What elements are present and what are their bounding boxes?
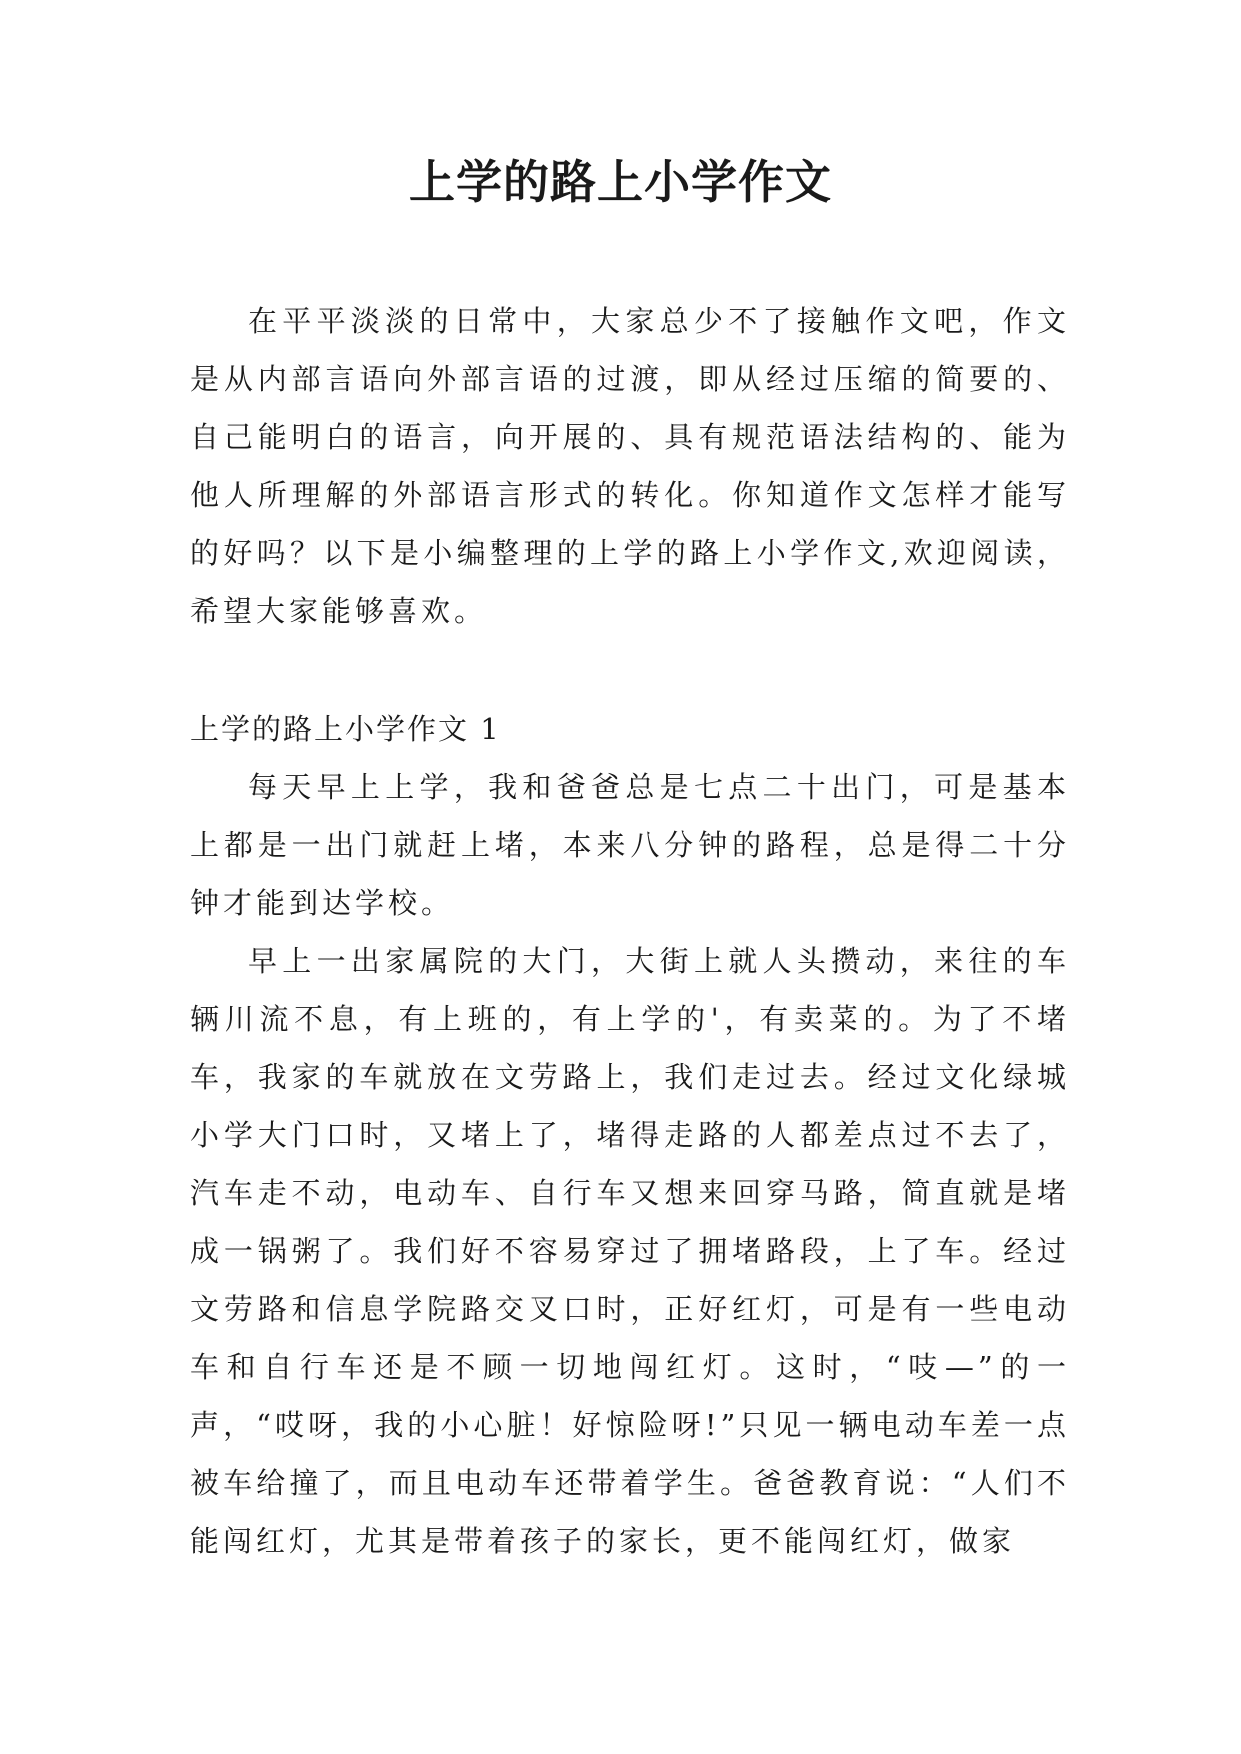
intro-paragraph: 在平平淡淡的日常中，大家总少不了接触作文吧，作文是从内部言语向外部言语的过渡，即从经过压缩的简要的、自己能明白的语言，向开展的、具有规范语法结构的、能为他人所理解的外部语言形式的转化。你知道作文怎样才能写的好吗？以下是小编整理的上学的路上小学作文,欢迎阅读，希望大家能够喜欢。: [190, 304, 1070, 628]
body-paragraph-1: 每天早上上学，我和爸爸总是七点二十出门，可是基本上都是一出门就赶上堵，本来八分钟的路程，总是得二十分钟才能到达学校。: [190, 770, 1070, 920]
section-heading: 上学的路上小学作文 1: [190, 712, 501, 746]
body-paragraph-2: 早上一出家属院的大门，大街上就人头攒动，来往的车辆川流不息，有上班的，有上学的'，有卖菜的。为了不堵车，我家的车就放在文劳路上，我们走过去。经过文化绿城小学大门口时，又堵上了，堵得走路的人都差点过不去了，汽车走不动，电动车、自行车又想来回穿马路，简直就是堵成一锅粥了。我们好不容易穿过了拥堵路段，上了车。经过文劳路和信息学院路交叉口时，正好红灯，可是有一些电动车和自行车还是不顾一切地闯红灯。这时，“吱—”的一声，“哎呀，我的小心脏！好惊险呀!”只见一辆电动车差一点被车给撞了，而且电动车还带着学生。爸爸教育说：“人们不能闯红灯，尤其是带着孩子的家长，更不能闯红灯，做家: [190, 944, 1070, 1558]
document-title: 上学的路上小学作文: [409, 155, 832, 209]
intro-section: [190, 292, 1070, 640]
essay-section: [190, 700, 1070, 1570]
